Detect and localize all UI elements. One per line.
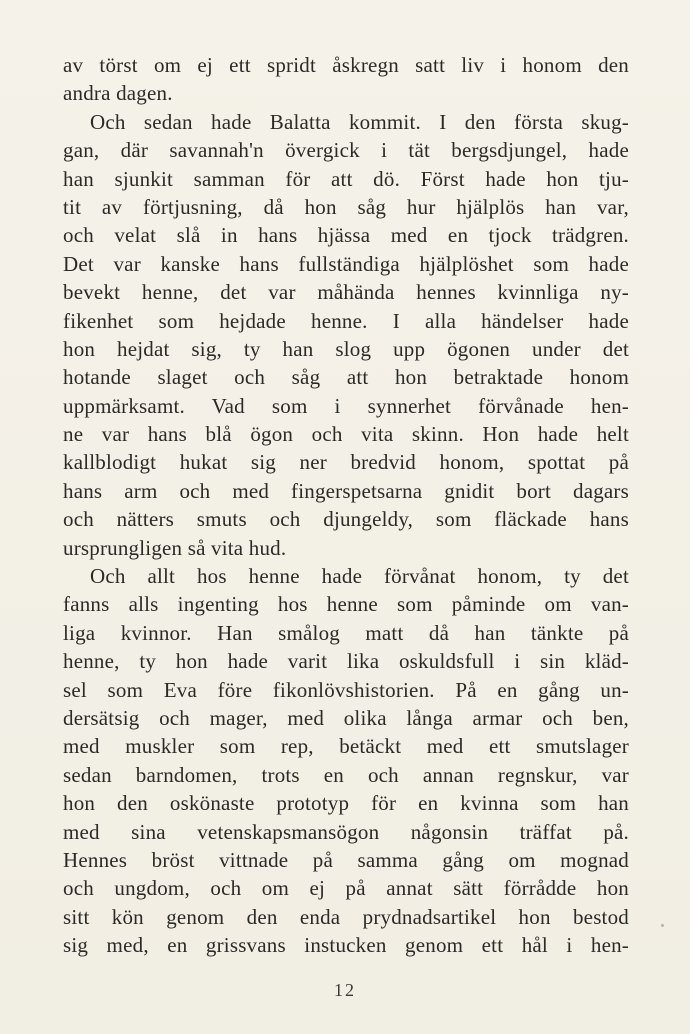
text-line: hans arm och med fingerspetsarna gnidit bort dagars	[63, 478, 629, 503]
text-line: hon hejdat sig, ty han slog upp ögonen under det	[63, 336, 629, 361]
text-line: och velat slå in hans hjässa med en tjock trädgren.	[63, 223, 629, 248]
text-line: tit av förtjusning, då hon såg hur hjälplös han var,	[63, 194, 629, 219]
text-line: uppmärksamt. Vad som i synnerhet förvånade hen-	[63, 393, 629, 418]
text-line: sedan barndomen, trots en och annan regnskur, var	[63, 762, 629, 787]
text-line: henne, ty hon hade varit lika oskuldsfull i sin kläd-	[63, 649, 629, 674]
text-line: och nätters smuts och djungeldy, som fläckade hans	[63, 507, 629, 532]
text-line: ne var hans blå ögon och vita skinn. Hon hade helt	[63, 422, 629, 447]
text-line: sitt kön genom den enda prydnadsartikel hon bestod	[63, 904, 629, 929]
body-text	[63, 51, 629, 960]
text-line: fanns alls ingenting hos henne som påminde om van-	[63, 592, 629, 617]
text-line: hon den oskönaste prototyp för en kvinna som han	[63, 791, 629, 816]
text-line: gan, där savannah'n övergick i tät bergsdjungel, hade	[63, 138, 629, 163]
text-line: Det var kanske hans fullständiga hjälplöshet som hade	[63, 251, 629, 276]
text-line: kallblodigt hukat sig ner bredvid honom, spottat på	[63, 450, 629, 475]
text-line: fikenhet som hejdade henne. I alla händelser hade	[63, 308, 629, 333]
text-line: han sjunkit samman för att dö. Först hade hon tju-	[63, 166, 629, 191]
text-line: av törst om ej ett spridt åskregn satt liv i honom den	[63, 53, 629, 77]
text-line: med muskler som rep, betäckt med ett smutslager	[63, 734, 629, 759]
text-line: bevekt henne, det var måhända hennes kvinnliga ny-	[63, 280, 629, 305]
text-line: Och allt hos henne hade förvånat honom, ty det	[90, 564, 629, 589]
text-line: med sina vetenskapsmansögon någonsin träffat på.	[63, 819, 629, 844]
text-line: Hennes bröst vittnade på samma gång om mognad	[63, 847, 629, 872]
text-line: Och sedan hade Balatta kommit. I den första skug-	[90, 109, 629, 134]
text-line: sel som Eva före fikonlövshistorien. På en gång un-	[63, 677, 629, 702]
text-line: andra dagen.	[63, 81, 173, 106]
paper-speck	[661, 924, 664, 927]
text-line: och ungdom, och om ej på annat sätt förrådde hon	[63, 876, 629, 901]
text-line: sig med, en grissvans instucken genom ett hål i hen-	[63, 933, 629, 958]
text-line: dersätsig och mager, med olika långa armar och ben,	[63, 705, 629, 730]
text-line: hotande slaget och såg att hon betraktade honom	[63, 365, 629, 390]
text-line: ursprungligen så vita hud.	[63, 535, 287, 560]
page-number: 12	[334, 980, 356, 1000]
text-line: liga kvinnor. Han smålog matt då han tänkte på	[63, 620, 629, 645]
